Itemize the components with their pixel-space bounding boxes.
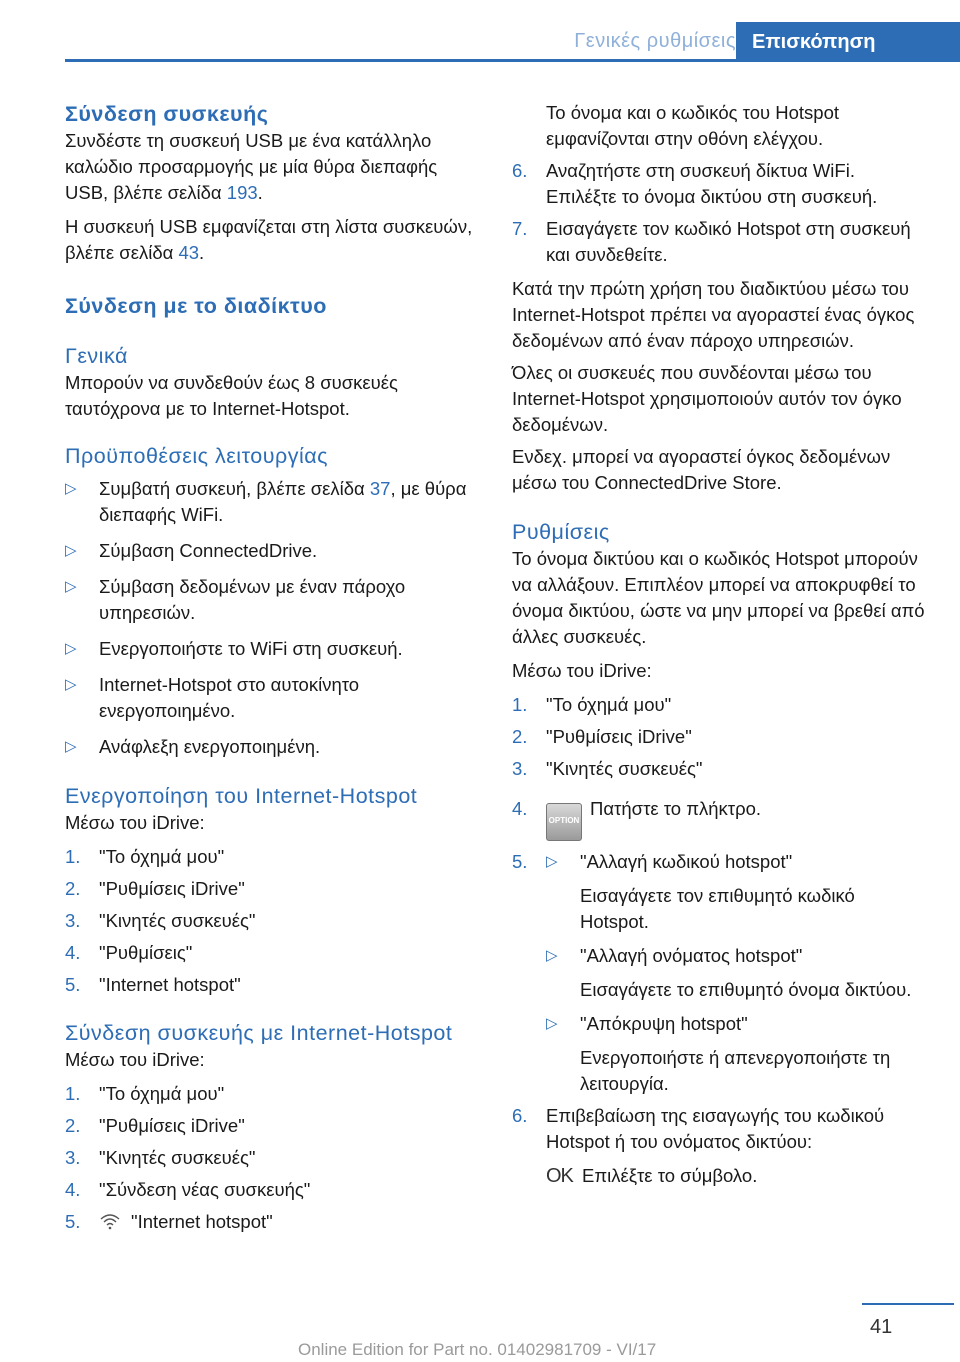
text: Αναζητήστε στη συσκευή δίκτυα WiFi. Επιλέξτε το όνομα δικτύου στη συσκευή. (546, 160, 878, 207)
list-item (65, 1081, 479, 1107)
step-number: 3. (65, 1147, 81, 1168)
heading-prerequisites: Προϋποθέσεις λειτουργίας (65, 444, 329, 468)
list-item (65, 1209, 479, 1237)
tab-overview[interactable]: Επισκόπηση (736, 22, 960, 62)
list-item (512, 796, 926, 841)
triangle-bullet-icon: ▷ (65, 542, 77, 559)
text: "Αλλαγή κωδικού hotspot" (580, 851, 793, 872)
text: Η συσκευή USB εμφανίζεται στη λίστα συσκευών, βλέπε σελίδα (65, 216, 473, 263)
steps-activate-list (65, 844, 479, 998)
text: Σύμβαση ConnectedDrive. (99, 540, 318, 561)
step-number: 2. (65, 1115, 81, 1136)
via-idrive-label: Μέσω του iDrive: (65, 1049, 205, 1070)
triangle-bullet-icon: ▷ (65, 640, 77, 657)
list-item (65, 1145, 479, 1171)
header-divider (65, 59, 960, 62)
list-item (512, 1103, 926, 1189)
via-idrive-label: Μέσω του iDrive: (65, 812, 205, 833)
list-item (65, 940, 479, 966)
text: "Σύνδεση νέας συσκευής" (99, 1179, 311, 1200)
list-item (546, 1011, 926, 1097)
triangle-bullet-icon: ▷ (546, 853, 558, 870)
list-item (65, 672, 479, 724)
step-number: 4. (512, 798, 528, 819)
text: . (199, 242, 205, 263)
step-number: 5. (65, 974, 81, 995)
list-item (65, 734, 479, 760)
list-item (65, 1113, 479, 1139)
header-tabbar (65, 22, 960, 62)
page-ref-link[interactable]: 37 (369, 478, 391, 499)
step-number: 3. (65, 910, 81, 931)
list-item (65, 908, 479, 934)
list-item (65, 636, 479, 662)
paragraph-store: Ενδεχ. μπορεί να αγοραστεί όγκος δεδομένων μέσω του ConnectedDrive Store. (512, 446, 891, 493)
list-item (65, 876, 479, 902)
text: "Κινητές συσκευές" (99, 910, 256, 931)
text: Internet-Hotspot στο αυτοκίνητο ενεργοποιημένο. (99, 674, 360, 721)
left-column (65, 100, 479, 1237)
paragraph-settings: Το όνομα δικτύου και ο κωδικός Hotspot μπορούν να αλλάξουν. Επιπλέον μπορεί να αποκρυφθεί το όνομα δικτύου, ώστε να μην μπορεί να βρεθεί από άλλες συσκευές. (512, 548, 925, 647)
list-item (65, 844, 479, 870)
right-column (512, 100, 926, 1189)
triangle-bullet-icon: ▷ (65, 480, 77, 497)
text: Σύμβαση δεδομένων με έναν πάροχο υπηρεσιών. (99, 576, 406, 623)
step-number: 5. (512, 851, 528, 872)
text: Ενεργοποιήστε το WiFi στη συσκευή. (99, 638, 403, 659)
step-number: 1. (65, 846, 81, 867)
heading-internet-connection: Σύνδεση με το διαδίκτυο (65, 294, 327, 318)
list-item (512, 756, 926, 782)
triangle-bullet-icon: ▷ (546, 1015, 558, 1032)
text: "Ρυθμίσεις" (99, 942, 193, 963)
list-item (65, 1177, 479, 1203)
step-number: 5. (65, 1211, 81, 1232)
triangle-bullet-icon: ▷ (65, 676, 77, 693)
list-item (512, 692, 926, 718)
text: Πατήστε το πλήκτρο. (590, 798, 762, 819)
heading-general: Γενικά (65, 344, 128, 368)
text: Συνδέστε τη συσκευή USB με ένα κατάλληλο καλώδιο προσαρμογής με μία θύρα διεπαφής USB, βλέπε σελίδα (65, 130, 438, 203)
paragraph-usb-list (65, 214, 479, 266)
text: , με θύρα διεπαφής WiFi. (99, 478, 467, 525)
text: "Ρυθμίσεις iDrive" (99, 1115, 245, 1136)
text: "Κινητές συσκευές" (99, 1147, 256, 1168)
step-number: 3. (512, 758, 528, 779)
wifi-icon (99, 1211, 123, 1237)
steps-continue-list (512, 158, 926, 268)
sub-description: Εισαγάγετε το επιθυμητό όνομα δικτύου. (580, 979, 912, 1000)
list-item (65, 574, 479, 626)
text: Επιβεβαίωση της εισαγωγής του κωδικού Hotspot ή του ονόματος δικτύου: (546, 1105, 885, 1152)
heading-connect-device: Σύνδεση συσκευής (65, 102, 269, 126)
heading-settings: Ρυθμίσεις (512, 520, 610, 544)
page-number: 41 (870, 1316, 893, 1338)
step-number: 6. (512, 160, 528, 181)
steps-connect-list (65, 1081, 479, 1237)
list-item (65, 538, 479, 564)
step-number: 4. (65, 1179, 81, 1200)
paragraph-first-use: Κατά την πρώτη χρήση του διαδικτύου μέσω του Internet-Hotspot πρέπει να αγοραστεί ένας όγκος δεδομένων από έναν πάροχο υπηρεσιών. (512, 278, 915, 351)
prerequisites-list (65, 476, 479, 760)
text: Εισαγάγετε τον κωδικό Hotspot στη συσκευή και συνδεθείτε. (546, 218, 911, 265)
step-number: 7. (512, 218, 528, 239)
list-item (65, 476, 479, 528)
text: "Το όχημά μου" (99, 846, 225, 867)
paragraph-all-devices: Όλες οι συσκευές που συνδέονται μέσω του Internet-Hotspot χρησιμοποιούν αυτόν τον όγκο δεδομένων. (512, 362, 902, 435)
list-item (65, 972, 479, 998)
paragraph-connect-usb (65, 128, 479, 206)
text: "Internet hotspot" (99, 974, 241, 995)
page-ref-link[interactable]: 193 (226, 182, 258, 203)
text: "Το όχημά μου" (546, 694, 672, 715)
option-button-icon: OPTION (546, 803, 582, 841)
text: . (257, 182, 263, 203)
text: Συμβατή συσκευή, βλέπε σελίδα (99, 478, 370, 499)
heading-activate-hotspot: Ενεργοποίηση του Internet-Hotspot (65, 784, 418, 808)
footer-divider (862, 1303, 954, 1305)
text: "Κινητές συσκευές" (546, 758, 703, 779)
tab-general-settings[interactable]: Γενικές ρυθμίσεις (574, 30, 736, 52)
ok-instruction (546, 1163, 926, 1189)
text: "Ρυθμίσεις iDrive" (99, 878, 245, 899)
paragraph-general: Μπορούν να συνδεθούν έως 8 συσκευές ταυτόχρονα με το Internet-Hotspot. (65, 372, 398, 419)
text: Ανάφλεξη ενεργοποιημένη. (99, 736, 321, 757)
option-sub-list (546, 849, 926, 1097)
text: Επιλέξτε το σύμβολο. (582, 1165, 758, 1186)
steps-settings-list (512, 692, 926, 1189)
text: "Ρυθμίσεις iDrive" (546, 726, 692, 747)
triangle-bullet-icon: ▷ (65, 578, 77, 595)
list-item (546, 943, 926, 1003)
via-idrive-label: Μέσω του iDrive: (512, 660, 652, 681)
text: "Internet hotspot" (131, 1211, 273, 1232)
text: "Αλλαγή ονόματος hotspot" (580, 945, 803, 966)
list-item (512, 849, 926, 1097)
step-number: 1. (65, 1083, 81, 1104)
text: "Το όχημά μου" (99, 1083, 225, 1104)
paragraph-hotspot-shown: Το όνομα και ο κωδικός του Hotspot εμφανίζονται στην οθόνη ελέγχου. (546, 102, 840, 149)
edition-note: Online Edition for Part no. 01402981709 - VI/17 (298, 1340, 657, 1359)
text: "Απόκρυψη hotspot" (580, 1013, 748, 1034)
triangle-bullet-icon: ▷ (65, 738, 77, 755)
ok-icon: OK (546, 1165, 573, 1187)
list-item (512, 216, 926, 268)
step-number: 2. (512, 726, 528, 747)
list-item (512, 158, 926, 210)
step-number: 6. (512, 1105, 528, 1126)
triangle-bullet-icon: ▷ (546, 947, 558, 964)
step-number: 2. (65, 878, 81, 899)
heading-connect-hotspot: Σύνδεση συσκευής με Internet-Hotspot (65, 1021, 453, 1045)
page-ref-link[interactable]: 43 (178, 242, 200, 263)
sub-description: Εισαγάγετε τον επιθυμητό κωδικό Hotspot. (580, 885, 855, 932)
list-item (546, 849, 926, 935)
list-item (512, 724, 926, 750)
sub-description: Ενεργοποιήστε ή απενεργοποιήστε τη λειτουργία. (580, 1047, 891, 1094)
step-number: 1. (512, 694, 528, 715)
step-number: 4. (65, 942, 81, 963)
